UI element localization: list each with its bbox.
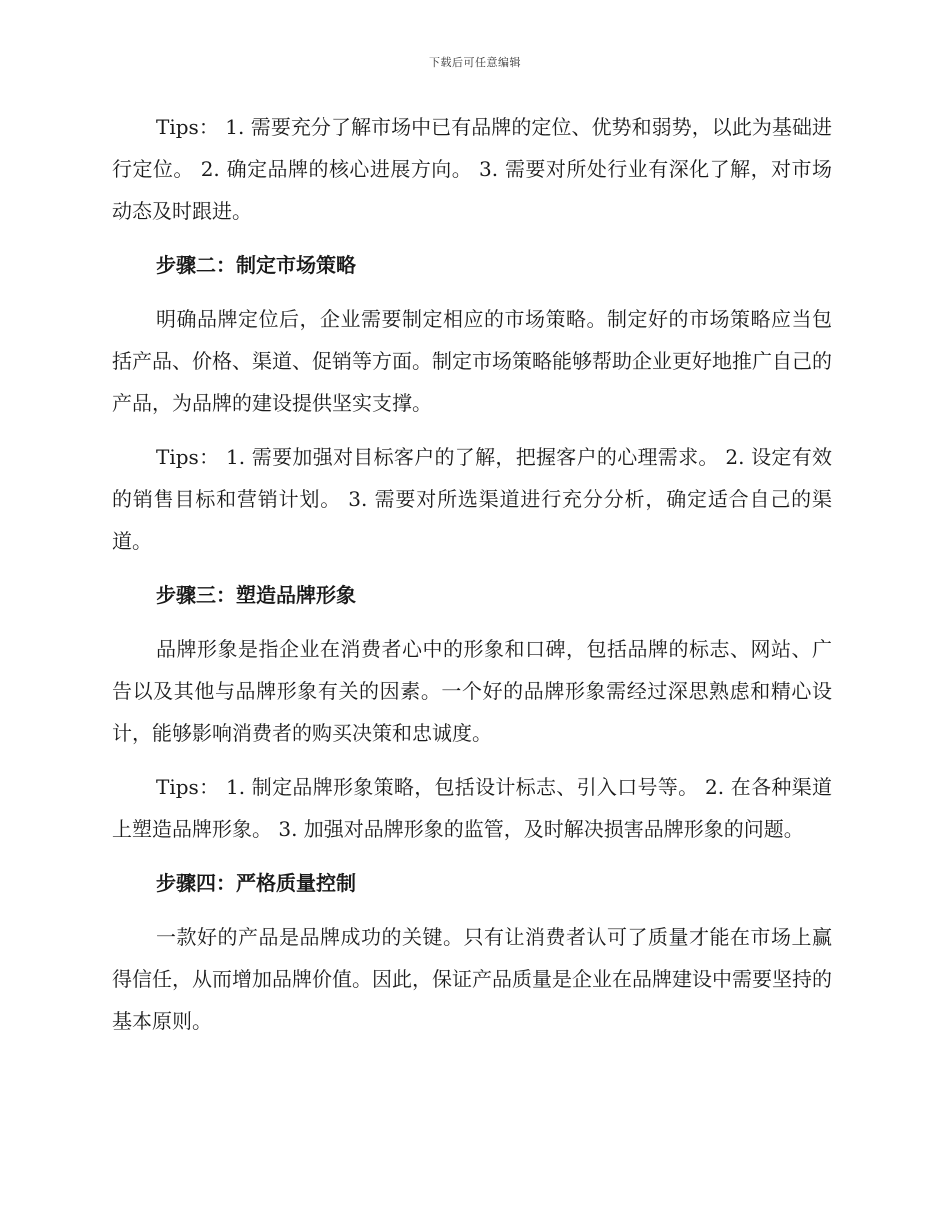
tips-paragraph-3: Tips： 1. 制定品牌形象策略，包括设计标志、引入口号等。 2. 在各种渠道上塑造品牌形象。 3. 加强对品牌形象的监管，及时解决损害品牌形象的问题。 [112,775,832,841]
page-header: 下载后可任意编辑 [429,56,521,69]
tips-paragraph-2: Tips： 1. 需要加强对目标客户的了解，把握客户的心理需求。 2. 设定有效的销售目标和营销计划。 3. 需要对所选渠道进行充分分析，确定适合自己的渠道。 [112,445,832,553]
section-heading-step-3: 步骤三：塑造品牌形象 [156,583,356,607]
document-body [112,106,832,1054]
section-heading-step-4: 步骤四：严格质量控制 [156,871,356,895]
body-paragraph-step-2: 明确品牌定位后，企业需要制定相应的市场策略。制定好的市场策略应当包括产品、价格、渠道、促销等方面。制定市场策略能够帮助企业更好地推广自己的产品，为品牌的建设提供坚实支撑。 [112,307,832,415]
section-heading-step-2: 步骤二：制定市场策略 [156,253,356,277]
body-paragraph-step-4: 一款好的产品是品牌成功的关键。只有让消费者认可了质量才能在市场上赢得信任，从而增加品牌价值。因此，保证产品质量是企业在品牌建设中需要坚持的基本原则。 [112,925,832,1033]
tips-paragraph-1: Tips： 1. 需要充分了解市场中已有品牌的定位、优势和弱势，以此为基础进行定位。 2. 确定品牌的核心进展方向。 3. 需要对所处行业有深化了解，对市场动态及时跟进。 [112,115,832,223]
body-paragraph-step-3: 品牌形象是指企业在消费者心中的形象和口碑，包括品牌的标志、网站、广告以及其他与品牌形象有关的因素。一个好的品牌形象需经过深思熟虑和精心设计，能够影响消费者的购买决策和忠诚度。 [112,637,832,745]
